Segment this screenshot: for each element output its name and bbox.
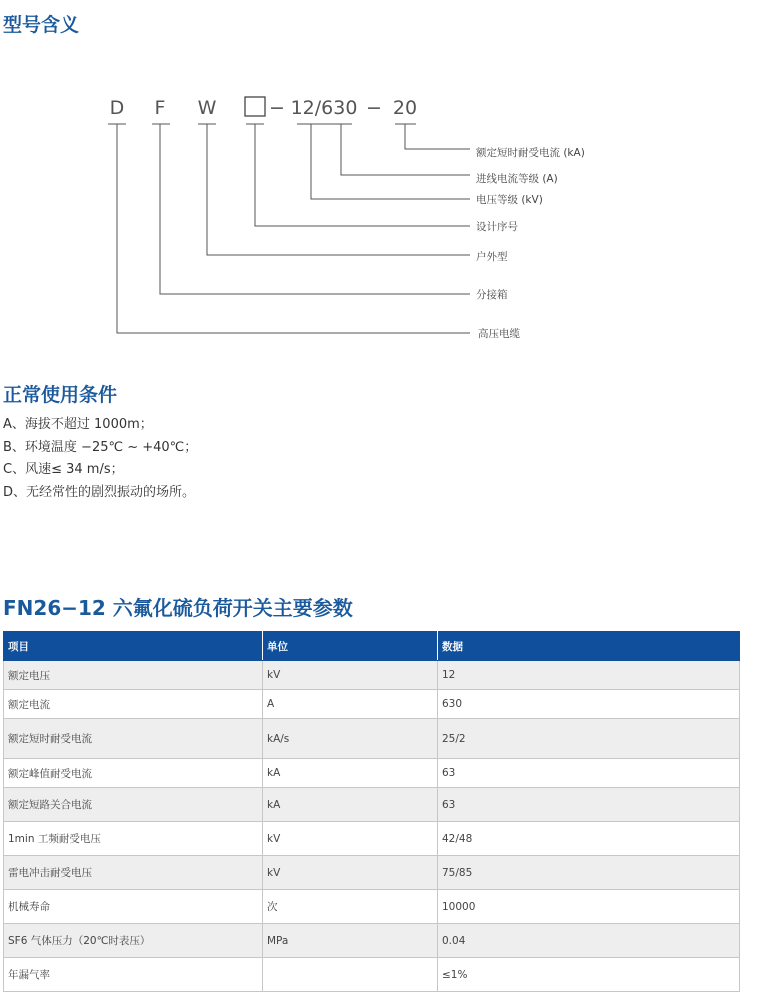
cell-unit: A — [263, 690, 438, 719]
cell-value: 42/48 — [438, 822, 740, 856]
header-unit: 单位 — [263, 632, 438, 661]
cell-unit: 次 — [263, 890, 438, 924]
table-row — [4, 788, 740, 822]
code-letter-f: F — [154, 97, 166, 119]
table-row — [4, 856, 740, 890]
cell-value: ≤1% — [438, 958, 740, 992]
model-code-diagram — [0, 0, 776, 360]
leader-outdoor — [207, 124, 470, 255]
cell-unit: kV — [263, 822, 438, 856]
cell-item: 1min 工频耐受电压 — [4, 822, 263, 856]
cell-value: 25/2 — [438, 719, 740, 759]
cell-item: 额定短时耐受电流 — [4, 719, 263, 759]
meaning-incoming-current: 进线电流等级 (A) — [476, 173, 558, 185]
table-row — [4, 890, 740, 924]
meaning-outdoor: 户外型 — [476, 251, 508, 263]
condition-item: D、无经常性的剧烈振动的场所。 — [3, 484, 196, 500]
cell-item: 额定电流 — [4, 690, 263, 719]
cell-value: 0.04 — [438, 924, 740, 958]
meaning-voltage-level: 电压等级 (kV) — [476, 194, 543, 206]
condition-item: A、海拔不超过 1000m； — [3, 417, 153, 432]
conditions-title: 正常使用条件 — [3, 384, 118, 406]
code-suffix: 20 — [392, 97, 418, 119]
table-header-row — [4, 632, 740, 661]
cell-unit: kV — [263, 661, 438, 690]
cell-unit: kV — [263, 856, 438, 890]
table-row — [4, 690, 740, 719]
meaning-design-number: 设计序号 — [476, 221, 518, 233]
parameters-table — [3, 631, 740, 992]
cell-unit: kA — [263, 788, 438, 822]
cell-item: SF6 气体压力（20℃时表压） — [4, 924, 263, 958]
leader-cable — [117, 124, 470, 333]
code-letter-d: D — [109, 97, 125, 119]
cell-item: 额定电压 — [4, 661, 263, 690]
code-dash-2: − — [366, 97, 382, 119]
cell-item: 额定短路关合电流 — [4, 788, 263, 822]
table-row — [4, 661, 740, 690]
table-row — [4, 822, 740, 856]
cell-value: 63 — [438, 759, 740, 788]
conditions-list — [3, 414, 197, 504]
cell-unit: kA — [263, 759, 438, 788]
meaning-short-time-current: 额定短时耐受电流 (kA) — [476, 147, 585, 159]
cell-value: 75/85 — [438, 856, 740, 890]
cell-item: 机械寿命 — [4, 890, 263, 924]
table-row — [4, 719, 740, 759]
condition-item: B、环境温度 −25℃ ~ +40℃； — [3, 439, 198, 455]
design-number-box — [245, 97, 265, 116]
cell-item: 雷电冲击耐受电压 — [4, 856, 263, 890]
cell-value: 10000 — [438, 890, 740, 924]
cell-value: 630 — [438, 690, 740, 719]
cell-value: 12 — [438, 661, 740, 690]
code-dash-1: − — [269, 97, 285, 119]
cell-value: 63 — [438, 788, 740, 822]
cell-item: 额定峰值耐受电流 — [4, 759, 263, 788]
header-item: 项目 — [4, 632, 263, 661]
cell-unit: MPa — [263, 924, 438, 958]
table-row — [4, 759, 740, 788]
model-meaning-title: 型号含义 — [3, 14, 80, 36]
cell-unit — [263, 958, 438, 992]
header-value: 数据 — [438, 632, 740, 661]
table-row — [4, 958, 740, 992]
condition-item: C、风速≤ 34 m/s； — [3, 462, 124, 477]
table-row — [4, 924, 740, 958]
meaning-branch-box: 分接箱 — [476, 289, 508, 301]
cell-unit: kA/s — [263, 719, 438, 759]
code-letter-w: W — [197, 97, 217, 119]
cell-item: 年漏气率 — [4, 958, 263, 992]
code-rating: 12/630 — [290, 97, 358, 119]
leader-suffix — [405, 124, 470, 149]
parameters-title: FN26−12 六氟化硫负荷开关主要参数 — [3, 596, 353, 620]
leader-voltage — [311, 124, 470, 199]
meaning-hv-cable: 高压电缆 — [478, 328, 520, 340]
